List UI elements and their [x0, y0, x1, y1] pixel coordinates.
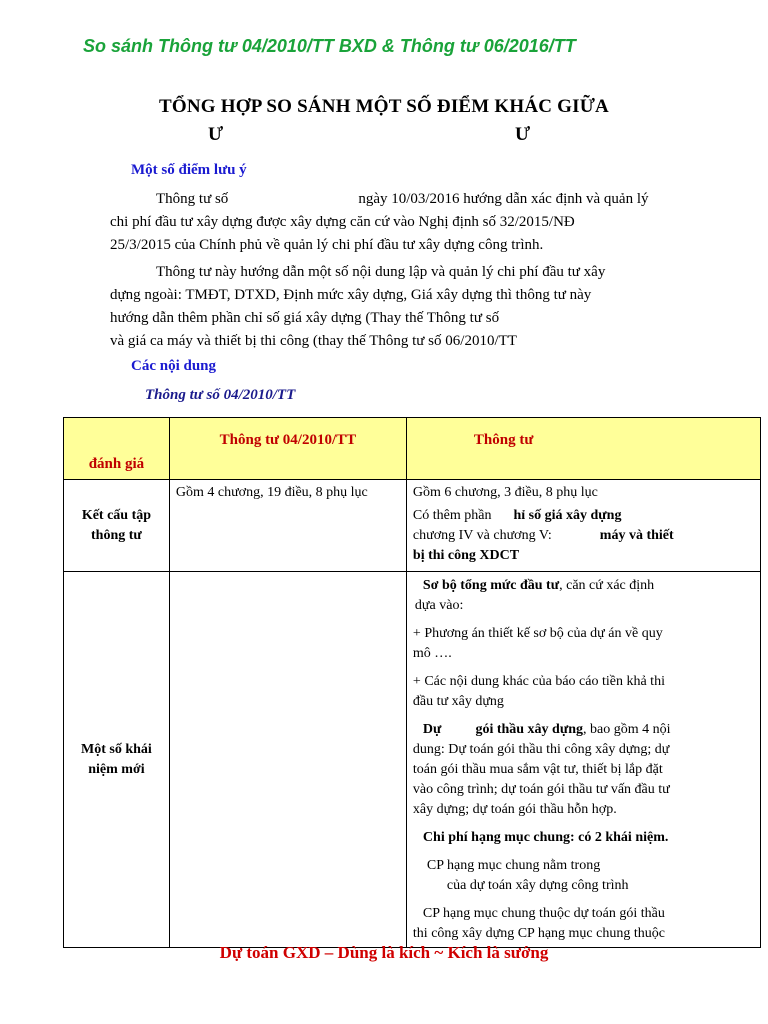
- title-fragment-right: Ư: [515, 124, 531, 145]
- title-fragment-left: Ư: [208, 124, 224, 145]
- header-circular-04: Thông tư 04/2010/TT: [169, 418, 406, 480]
- header-evaluation: đánh giá: [64, 418, 170, 480]
- document-header: So sánh Thông tư 04/2010/TT BXD & Thông tư 06/2016/TT: [83, 36, 576, 56]
- para1-part2: ngày 10/03/2016 hướng dẫn xác định và quản lý: [358, 191, 649, 207]
- document-title: TỔNG HỢP SO SÁNH MỘT SỐ ĐIỂM KHÁC GIỮA: [159, 96, 609, 117]
- para1-line3: 25/3/2015 của Chính phủ về quản lý chi phí đầu tư xây dựng công trình.: [110, 237, 544, 253]
- para1-line2: chi phí đầu tư xây dựng được xây dựng căn cứ vào Nghị định số 32/2015/NĐ: [110, 214, 575, 230]
- section-heading-notes: Một số điểm lưu ý: [131, 162, 247, 178]
- cell-structure-06: Gồm 6 chương, 3 điều, 8 phụ lục Có thêm phần hỉ số giá xây dựng chương IV và chương V: máy và thiết bị thi công XDCT: [406, 480, 760, 572]
- document-footer: Dự toán GXD – Dùng là kích ~ Kích là sướng: [219, 943, 549, 962]
- subheading: Thông tư số 04/2010/TT: [145, 387, 296, 403]
- paragraph-intro: [110, 188, 696, 257]
- table-row: [64, 480, 761, 572]
- cell-concepts-04: [169, 572, 406, 948]
- cell-structure-04: Gồm 4 chương, 19 điều, 8 phụ lục: [169, 480, 406, 572]
- section-heading-contents: Các nội dung: [131, 358, 217, 374]
- para2-line2: dựng ngoài: TMĐT, DTXD, Định mức xây dựng, Giá xây dựng thì thông tư này: [110, 287, 592, 303]
- table-row: [64, 572, 761, 948]
- comparison-table: [63, 417, 761, 948]
- para2-line3: hướng dẫn thêm phần chỉ số giá xây dựng (Thay thế Thông tư số: [110, 310, 500, 326]
- header-circular-06: Thông tư: [406, 418, 760, 480]
- row-label-new-concepts: Một số khái niệm mới: [64, 572, 170, 948]
- para2-line4: và giá ca máy và thiết bị thi công (thay thế Thông tư số 06/2010/TT: [110, 333, 517, 349]
- paragraph-scope: [110, 261, 696, 353]
- row-label-structure: Kết cấu tập thông tư: [64, 480, 170, 572]
- cell-concepts-06: Sơ bộ tổng mức đầu tư, căn cứ xác định dựa vào: + Phương án thiết kế sơ bộ của dự án về quy mô …. + Các nội dung khác của báo cáo tiền khả thi đầu tư xây dựng Dự gói thầu xây dựng, bao gồm 4 nội dung: Dự toán gói thầu thi công xây dựng; dự toán gói thầu mua sắm vật tư, thiết bị lắp đặt vào công trình; dự toán gói thầu tư vấn đầu tư xây dựng; dự toán gói thầu hỗn hợp. Chi phí hạng mục chung: có 2 khái niệm. CP hạng mục chung nằm trong của dự toán xây dựng công trình CP hạng mục chung thuộc dự toán gói thầu thi công xây dựng CP hạng mục chung thuộc: [406, 572, 760, 948]
- table-header-row: [64, 418, 761, 480]
- para1-part1: Thông tư số: [156, 191, 229, 207]
- para2-line1: Thông tư này hướng dẫn một số nội dung lập và quản lý chi phí đầu tư xây: [156, 264, 606, 280]
